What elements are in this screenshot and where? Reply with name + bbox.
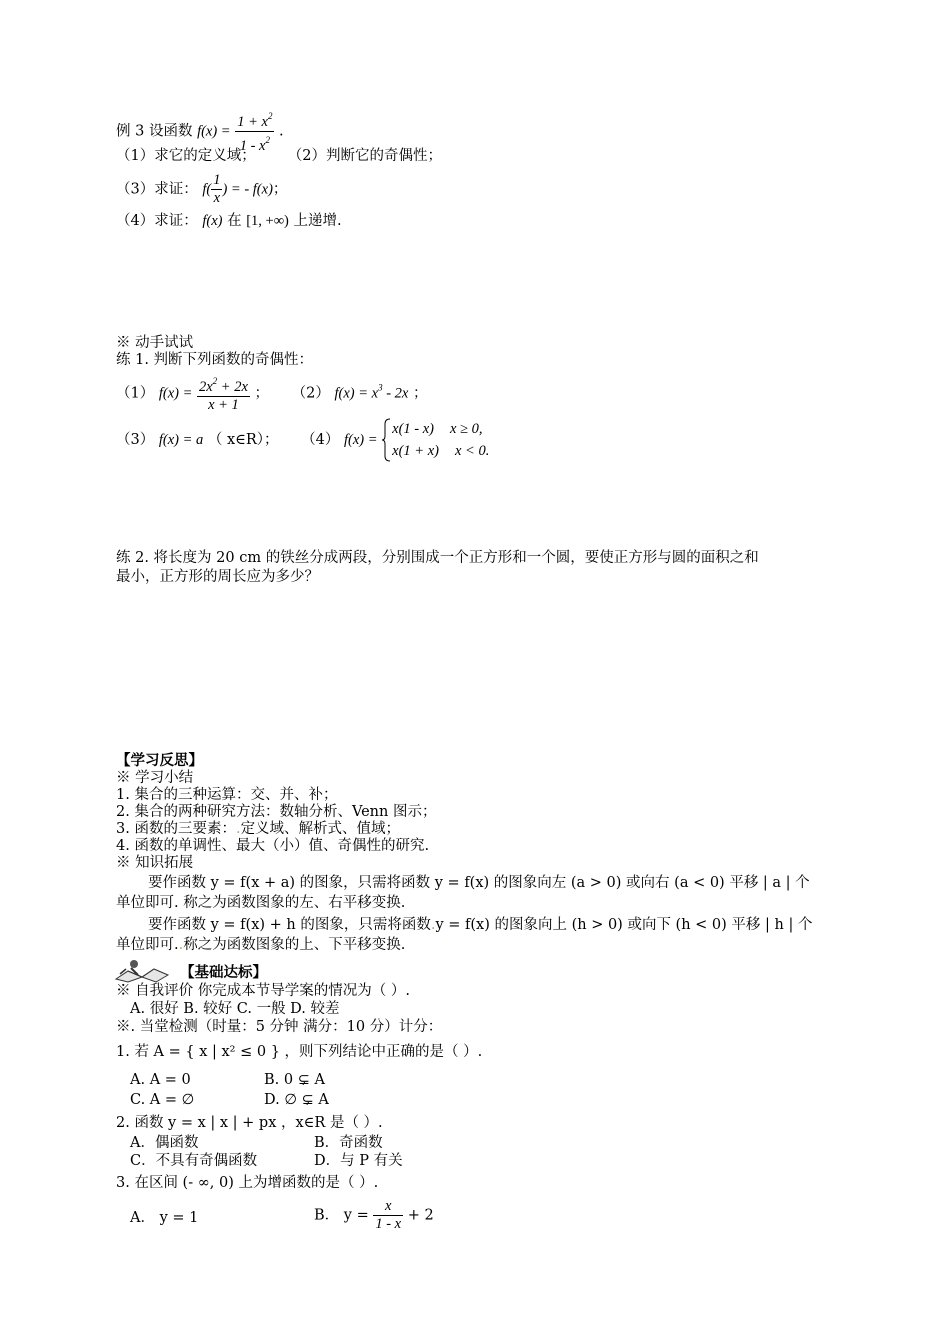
q2-option-b: B．奇函数 xyxy=(314,1135,383,1151)
left-brace-icon xyxy=(382,418,391,462)
reciprocal-fraction: $\frac{1}{x}$ xyxy=(213,172,221,206)
example-3-label: 例 3 设函数 xyxy=(116,123,193,140)
function-name: f(x) = xyxy=(197,123,231,140)
q1-option-d: D. ∅ ⊊ A xyxy=(264,1092,329,1108)
practice-1-prompt: 练 1. 判断下列函数的奇偶性： xyxy=(116,352,314,368)
summary-item-3: 3. 函数的三要素：.定义域、解析式、值域； xyxy=(116,821,401,837)
question-2: （2）判断它的奇偶性； xyxy=(287,148,442,164)
q2-option-d: D．与 P 有关 xyxy=(314,1153,403,1169)
q1-option-c: C. A = ∅ xyxy=(130,1092,195,1108)
quick-test-heading: ※. 当堂检测（时量：5 分钟 满分：10 分）计分： xyxy=(116,1019,443,1035)
reading-book-icon xyxy=(114,955,172,983)
test-question-2: 2. 函数 y = x | x | + px ，x∈R 是（ ）. xyxy=(116,1115,383,1131)
function-fraction: $\frac{1 + x^2}{1 - x^2}$ xyxy=(235,108,274,155)
rational-fraction: $\frac{2x^2 + 2x}{x + 1}$ xyxy=(197,373,250,414)
question-4: （4）求证： f(x) 在 [1, +∞) 上递增. xyxy=(116,213,342,229)
q2-option-a: A．偶函数 xyxy=(130,1135,199,1151)
test-question-3: 3. 在区间 (- ∞, 0) 上为增函数的是（ ）. xyxy=(116,1175,379,1191)
q1-option-a: A. A = 0 xyxy=(130,1072,191,1088)
question-1: （1）求它的定义域； xyxy=(116,148,256,164)
practice-1-row-2: （3） f(x) = a （ x∈R）； （4） f(x) = x(1 - x) x ≥ 0, x(1 + x) x < 0. xyxy=(116,418,489,462)
extension-heading: ※ 知识拓展 xyxy=(116,855,194,871)
self-evaluation: ※ 自我评价 你完成本节导学案的情况为（ ）. xyxy=(116,983,410,999)
summary-item-1: 1. 集合的三种运算：交、并、补； xyxy=(116,787,338,803)
summary-item-2: 2. 集合的两种研究方法：数轴分析、Venn 图示； xyxy=(116,804,437,820)
q3-option-b-fraction: $\frac{x}{1 - x}$ xyxy=(375,1198,402,1232)
practice-2-line-1: 练 2. 将长度为 20 cm 的铁丝分成两段，分别围成一个正方形和一个圆，要使正方形与圆的面积之和 xyxy=(116,550,759,566)
test-question-1: 1. 若 A = { x | x² ≤ 0 } ，则下列结论中正确的是（ ）. xyxy=(116,1044,483,1060)
extension-para-1-line-2: 单位即可. 称之为函数图象的左、右平移变换. xyxy=(116,895,406,911)
q3-option-b: B． y = $\frac{x}{1 - x}$ + 2 xyxy=(314,1198,434,1232)
piecewise-function: x(1 - x) x ≥ 0, x(1 + x) x < 0. xyxy=(382,418,489,462)
extension-para-1-line-1: 要作函数 y = f(x + a) 的图象，只需将函数 y = f(x) 的图象向左 (a > 0) 或向右 (a < 0) 平移 | a | 个 xyxy=(148,875,810,891)
reflection-title: 【学习反思】 xyxy=(116,752,203,769)
practice-1-row-1: （1） f(x) = $\frac{2x^2 + 2x}{x + 1}$ ； （2） $f(x) = x^3 - 2x$ ； xyxy=(116,373,427,414)
basic-title: 【基础达标】 xyxy=(180,964,267,981)
extension-para-2-line-1: 要作函数 y = f(x) + h 的图象，只需将函数.y = f(x) 的图象向上 (h > 0) 或向下 (h < 0) 平移 | h | 个 xyxy=(148,917,813,933)
example-3-line: 例 3 设函数 f(x) = $\frac{1 + x^2}{1 - x^2}$ . xyxy=(116,108,284,155)
summary-heading: ※ 学习小结 xyxy=(116,770,194,786)
practice-heading: ※ 动手试试 xyxy=(116,335,194,351)
q2-option-c: C．不具有奇偶函数 xyxy=(130,1153,258,1169)
practice-2-line-2: 最小，正方形的周长应为多少？ xyxy=(116,569,319,585)
summary-item-4: 4. 函数的单调性、最大（小）值、奇偶性的研究. xyxy=(116,838,430,854)
q3-option-a: A． y = 1 xyxy=(130,1210,199,1226)
question-row-1 xyxy=(116,147,442,165)
extension-para-2-line-2: 单位即可..称之为函数图象的上、下平移变换. xyxy=(116,937,406,953)
q1-option-b: B. 0 ⊊ A xyxy=(264,1072,325,1088)
question-3: （3）求证： f( $\frac{1}{x}$ ) = - f(x)； xyxy=(116,172,288,206)
self-evaluation-options: A. 很好 B. 较好 C. 一般 D. 较差 xyxy=(130,1001,340,1017)
